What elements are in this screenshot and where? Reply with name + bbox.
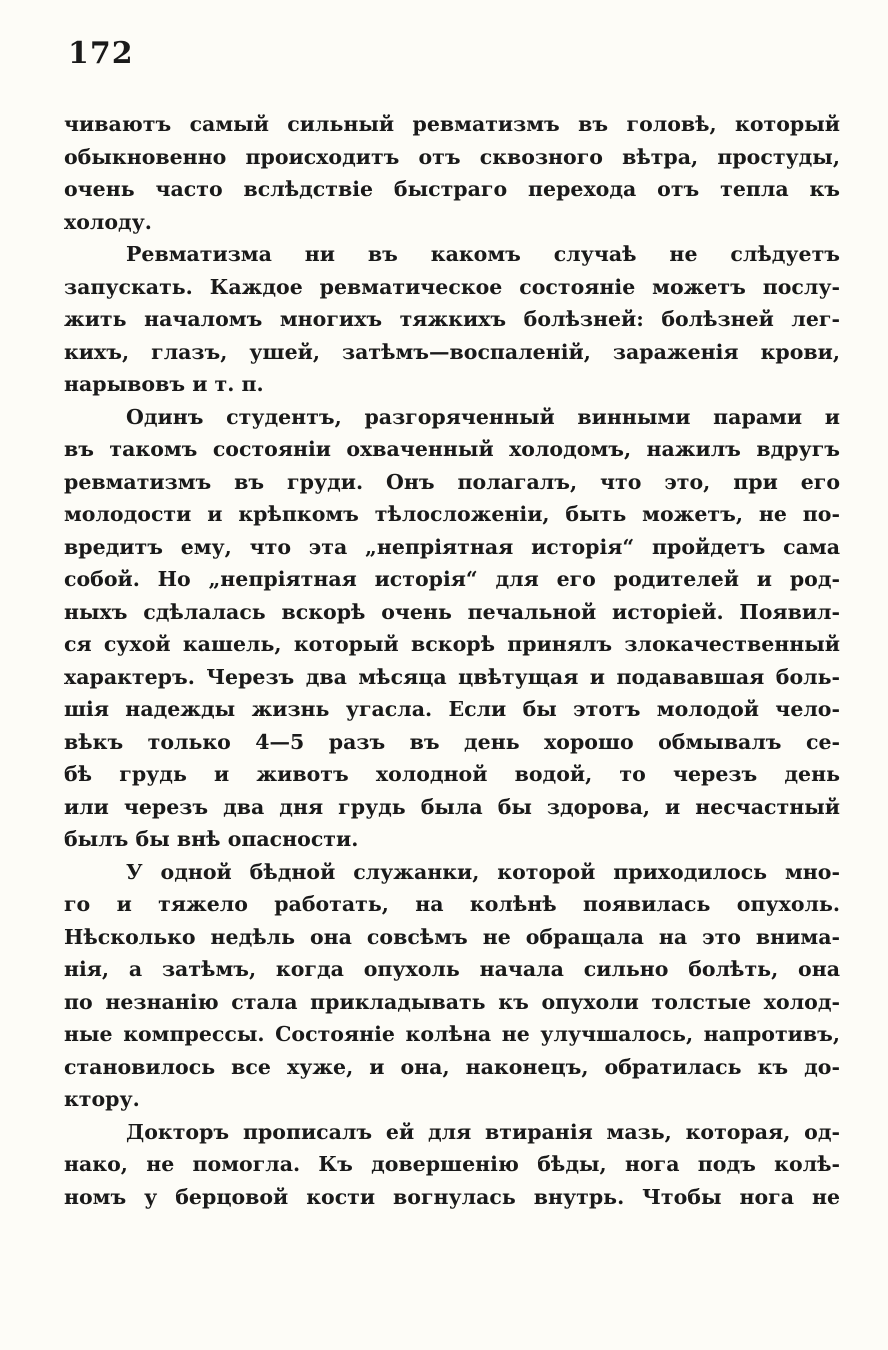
text-line: Одинъ студентъ, разгоряченный винными парами и: [126, 404, 840, 429]
text-line: кихъ, глазъ, ушей, затѣмъ—воспаленій, зараженія крови,: [64, 339, 840, 364]
text-line: Докторъ прописалъ ей для втиранія мазь, которая, од-: [126, 1119, 840, 1144]
paragraph: [64, 108, 840, 238]
text-line: очень часто вслѣдствіе быстраго перехода отъ тепла къ: [64, 177, 840, 201]
text-line: обыкновенно происходитъ отъ сквозного вѣтра, простуды,: [64, 144, 840, 169]
page-number: 172: [68, 36, 134, 71]
text-line: ные компрессы. Состояніе колѣна не улучшалось, напротивъ,: [64, 1022, 840, 1046]
text-line: нако, не помогла. Къ довершенію бѣды, нога подъ колѣ-: [64, 1152, 840, 1176]
text-line: нарывовъ и т. п.: [64, 372, 264, 396]
text-line: Ревматизма ни въ какомъ случаѣ не слѣдуетъ: [126, 242, 840, 266]
text-line: по незнанію стала прикладывать къ опухоли толстые холод-: [64, 989, 840, 1014]
text-line: ныхъ сдѣлалась вскорѣ очень печальной исторіей. Появил-: [64, 599, 840, 624]
text-line: шія надежды жизнь угасла. Если бы этотъ молодой чело-: [64, 697, 840, 721]
text-line: нія, а затѣмъ, когда опухоль начала сильно болѣть, она: [64, 957, 840, 981]
text-line: го и тяжело работать, на колѣнѣ появилась опухоль.: [64, 892, 840, 916]
text-line: былъ бы внѣ опасности.: [64, 827, 359, 851]
text-line: чиваютъ самый сильный ревматизмъ въ головѣ, который: [64, 112, 840, 136]
text-line: становилось все хуже, и она, наконецъ, обратилась къ до-: [64, 1054, 840, 1079]
paragraph: [64, 856, 840, 1116]
page-body: [64, 108, 840, 1213]
text-line: въ такомъ состояніи охваченный холодомъ, нажилъ вдругъ: [64, 437, 840, 461]
paragraph: [64, 238, 840, 401]
text-line: ревматизмъ въ груди. Онъ полагалъ, что это, при его: [64, 469, 840, 494]
text-line: характеръ. Черезъ два мѣсяца цвѣтущая и подававшая боль-: [64, 664, 840, 689]
text-line: номъ у берцовой кости вогнулась внутрь. Чтобы нога не: [64, 1184, 840, 1209]
text-line: вредитъ ему, что эта „непріятная исторія“ пройдетъ сама: [64, 534, 840, 559]
text-line: Нѣсколько недѣль она совсѣмъ не обращала на это внима-: [64, 924, 840, 949]
paragraph: [64, 1116, 840, 1214]
text-line: собой. Но „непріятная исторія“ для его родителей и род-: [64, 567, 840, 591]
text-line: жить началомъ многихъ тяжкихъ болѣзней: болѣзней лег-: [64, 307, 840, 331]
paragraph: [64, 401, 840, 856]
text-line: холоду.: [64, 209, 152, 234]
text-line: запускать. Каждое ревматическое состояніе можетъ послу-: [64, 274, 840, 299]
text-line: молодости и крѣпкомъ тѣлосложеніи, быть можетъ, не по-: [64, 502, 840, 526]
text-line: ктору.: [64, 1087, 140, 1111]
text-line: вѣкъ только 4—5 разъ въ день хорошо обмывалъ се-: [64, 729, 840, 754]
text-line: ся сухой кашель, который вскорѣ принялъ злокачественный: [64, 632, 840, 656]
text-line: У одной бѣдной служанки, которой приходилось мно-: [126, 859, 840, 884]
text-line: или черезъ два дня грудь была бы здорова, и несчастный: [64, 794, 840, 819]
text-line: бѣ грудь и животъ холодной водой, то черезъ день: [64, 762, 840, 786]
